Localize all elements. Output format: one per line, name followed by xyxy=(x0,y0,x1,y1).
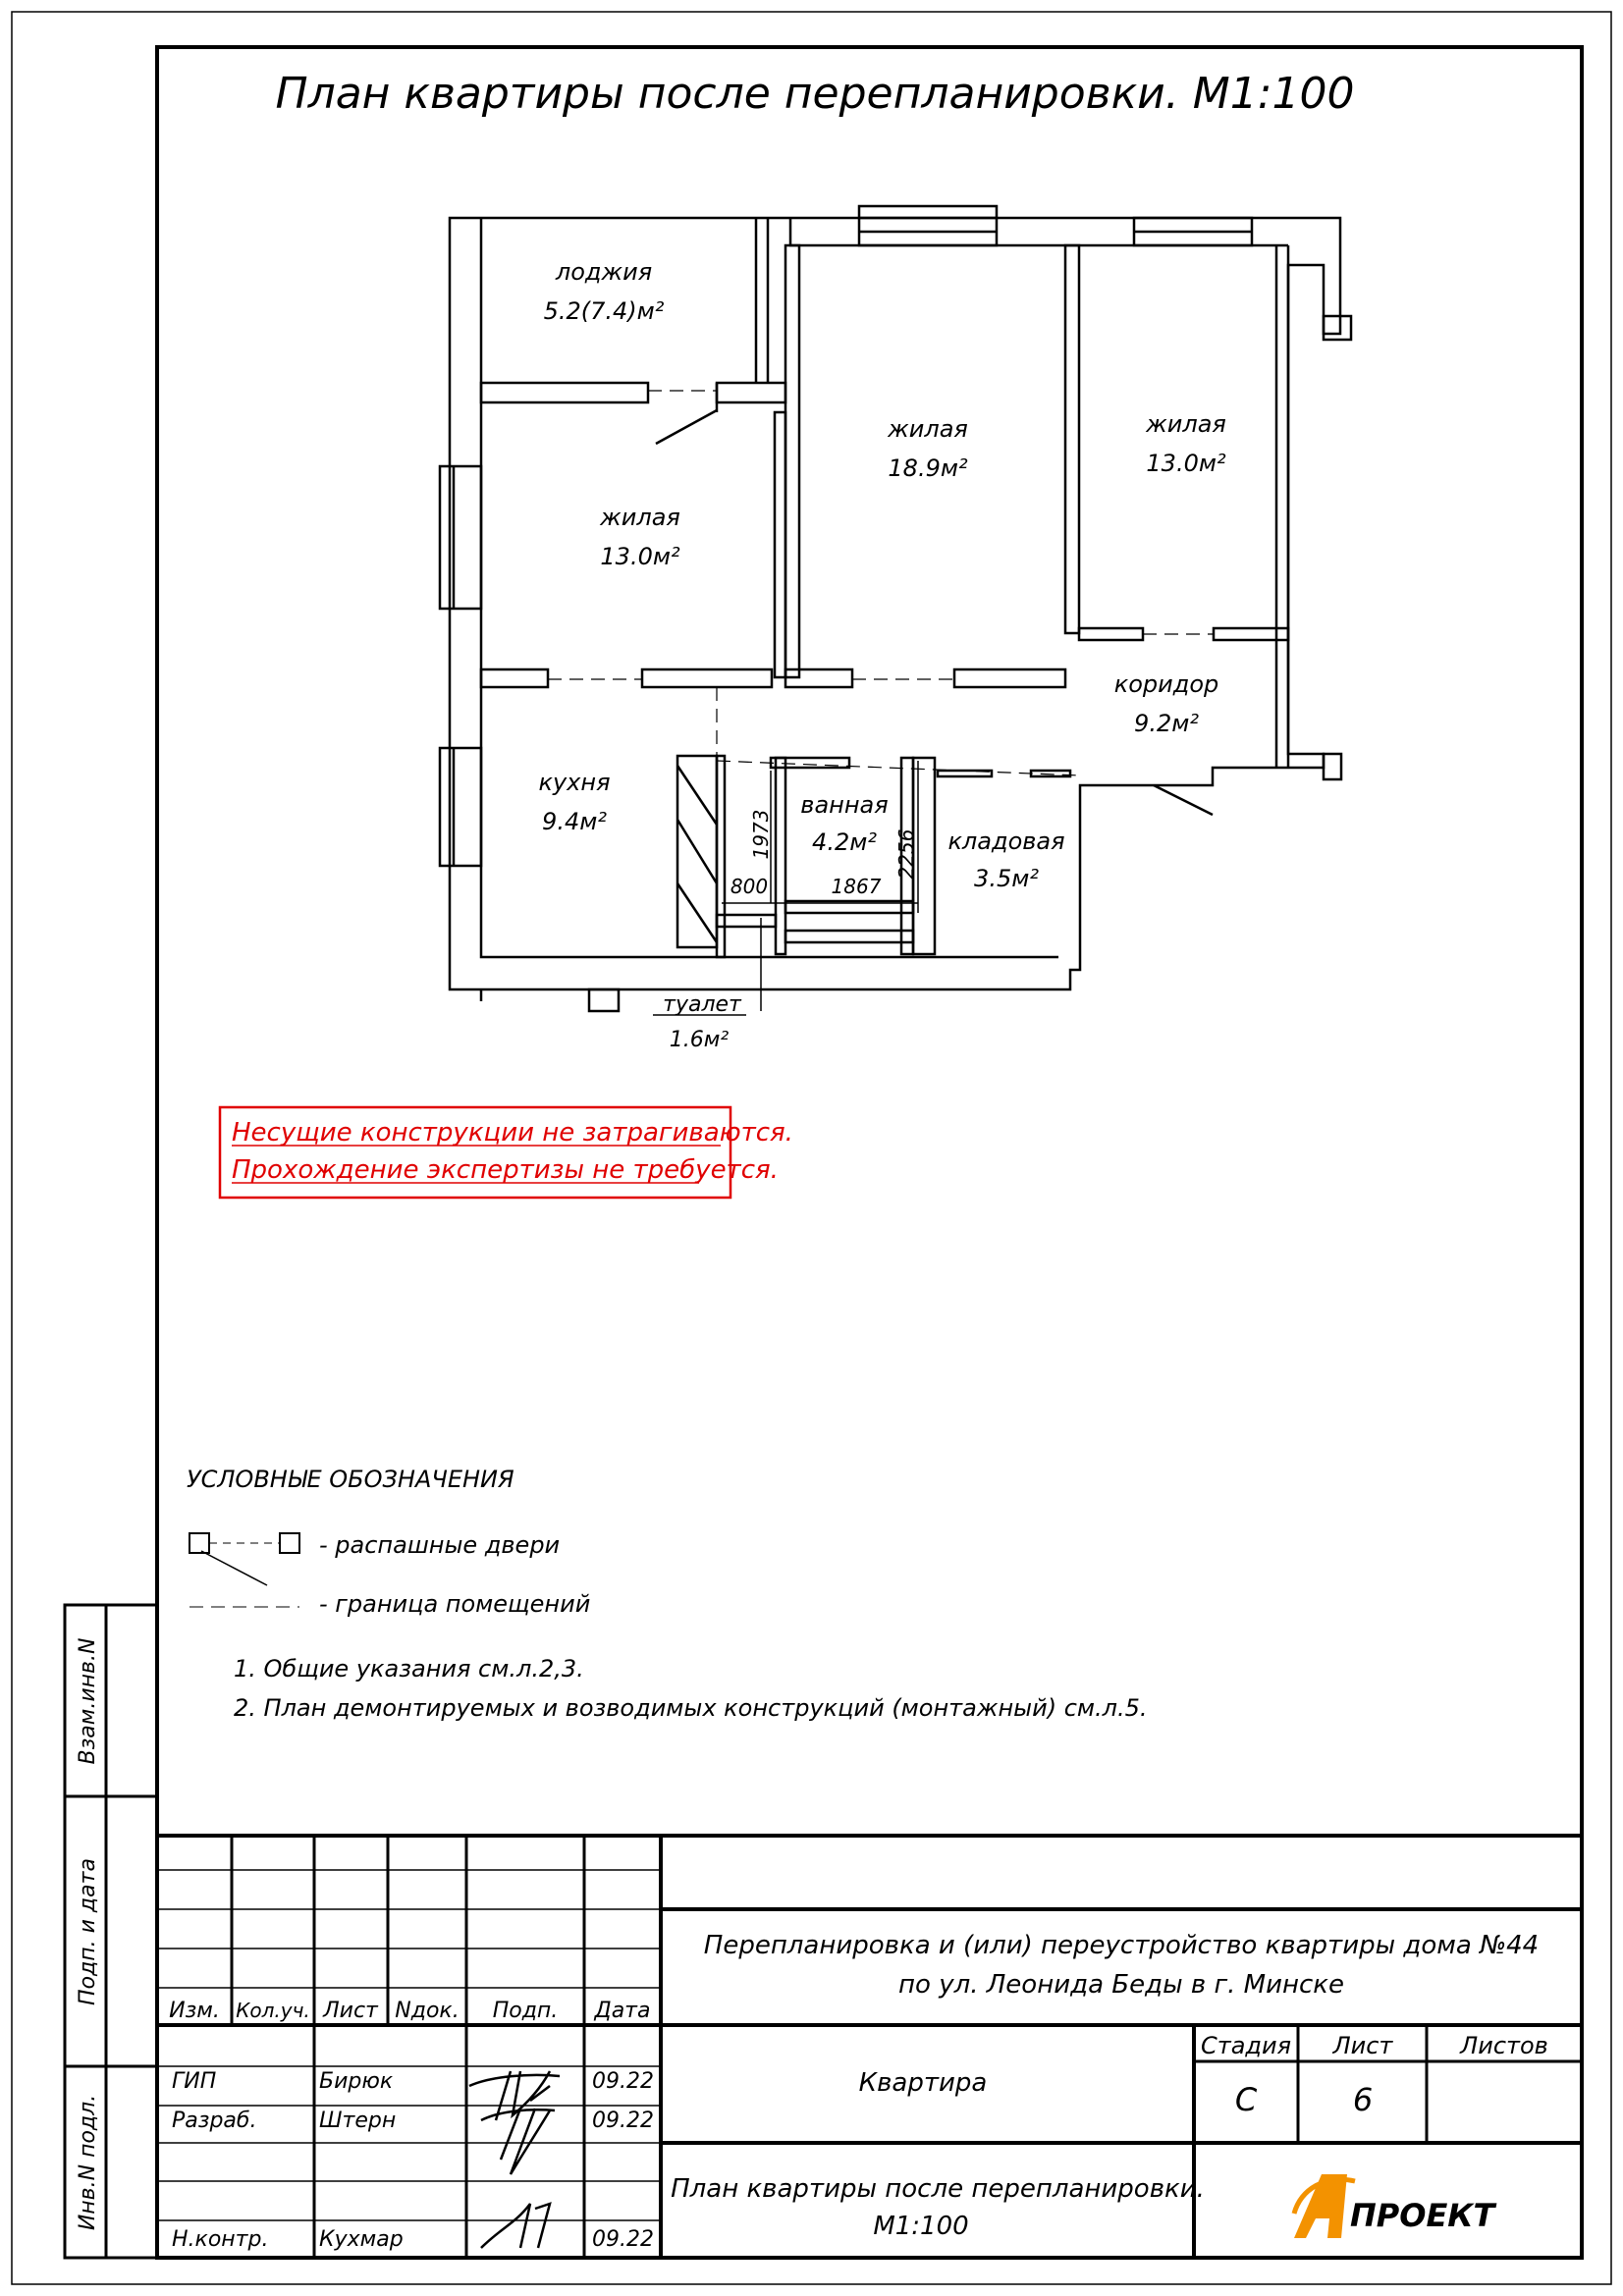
legend-doors: - распашные двери xyxy=(319,1531,561,1559)
project-line-2: по ул. Леонида Беды в г. Минске xyxy=(898,1970,1344,2000)
room-area: 13.0м² xyxy=(1146,450,1226,477)
tb-header-list: Лист xyxy=(323,1999,378,2023)
room-name: жилая xyxy=(888,415,968,443)
room-area: 4.2м² xyxy=(812,828,877,856)
staff-date: 09.22 xyxy=(592,2109,654,2133)
notice-line-1: Несущие конструкции не затрагиваются. xyxy=(232,1118,793,1148)
room-labels xyxy=(538,258,1225,1052)
room-name: ванная xyxy=(800,791,889,819)
door-symbol-icon xyxy=(189,1533,209,1553)
tb-header-data: Дата xyxy=(594,1999,651,2023)
room-area: 9.4м² xyxy=(542,808,607,835)
drawing-frame xyxy=(157,47,1582,2258)
stage-label: Стадия xyxy=(1200,2032,1292,2059)
notice-line-2: Прохождение экспертизы не требуется. xyxy=(232,1155,779,1185)
sheet-value: 6 xyxy=(1352,2081,1374,2118)
room-name: коридор xyxy=(1113,670,1219,698)
side-stamp-inv: Инв.N подл. xyxy=(76,2094,100,2231)
staff-name: Бирюк xyxy=(319,2069,394,2094)
room-area: 1.6м² xyxy=(669,1028,730,1052)
sheets-label: Листов xyxy=(1460,2032,1548,2059)
stage-value: С xyxy=(1234,2081,1258,2118)
side-stamp-vzam: Взам.инв.N xyxy=(76,1637,100,1765)
project-line-1: Перепланировка и (или) переустройство квартиры дома №44 xyxy=(703,1931,1540,1960)
sheet-title-line-1: План квартиры после перепланировки. xyxy=(671,2174,1205,2204)
tb-header-ndok: Nдок. xyxy=(395,1999,460,2023)
room-name: жилая xyxy=(600,504,680,531)
room-name: кухня xyxy=(538,769,611,796)
dim-2256: 2256 xyxy=(894,828,918,880)
window-top-1 xyxy=(859,206,997,245)
tb-header-podp: Подп. xyxy=(492,1999,559,2023)
room-name: кладовая xyxy=(947,828,1065,855)
note-1: 1. Общие указания см.л.2,3. xyxy=(234,1655,584,1682)
note-2: 2. План демонтируемых и возводимых конструкций (монтажный) см.л.5. xyxy=(234,1694,1148,1722)
window-left-1 xyxy=(440,466,481,609)
sheet-label: Лист xyxy=(1332,2032,1393,2059)
sheet-title-line-2: М1:100 xyxy=(873,2212,969,2241)
room-area: 5.2(7.4)м² xyxy=(543,297,665,325)
logo-text: ПРОЕКТ xyxy=(1350,2197,1495,2234)
room-name: жилая xyxy=(1146,410,1226,438)
tb-header-kol: Кол.уч. xyxy=(236,1999,310,2022)
dim-800: 800 xyxy=(730,875,769,898)
room-area: 13.0м² xyxy=(600,543,680,570)
staff-date: 09.22 xyxy=(592,2227,654,2252)
room-name: лоджия xyxy=(555,258,653,286)
signature-icon xyxy=(469,2071,560,2248)
staff-role: ГИП xyxy=(172,2069,217,2094)
company-logo xyxy=(1294,2174,1496,2238)
staff-name: Кухмар xyxy=(319,2227,404,2252)
room-area: 3.5м² xyxy=(974,865,1039,892)
staff-role: Н.контр. xyxy=(172,2227,269,2252)
staff-date: 09.22 xyxy=(592,2069,654,2094)
tb-header-izm: Изм. xyxy=(169,1999,220,2023)
legend-title: УСЛОВНЫЕ ОБОЗНАЧЕНИЯ xyxy=(187,1466,514,1493)
notice-box xyxy=(220,1107,793,1198)
side-stamp-podp: Подп. и дата xyxy=(76,1858,100,2005)
object-name: Квартира xyxy=(858,2068,988,2098)
staff-role: Разраб. xyxy=(172,2109,257,2133)
legend xyxy=(187,1466,590,1618)
room-area: 9.2м² xyxy=(1134,710,1199,737)
window-left-2 xyxy=(440,748,481,866)
dim-1867: 1867 xyxy=(831,875,882,898)
sheet-title: План квартиры после перепланировки. М1:100 xyxy=(275,69,1355,119)
loggia-wall-left xyxy=(481,383,648,402)
staff-name: Штерн xyxy=(319,2109,397,2133)
floor-plan xyxy=(440,206,1351,1011)
dim-1973: 1973 xyxy=(749,809,773,860)
room-area: 18.9м² xyxy=(888,454,968,482)
legend-boundary: - граница помещений xyxy=(319,1590,591,1618)
room-name: туалет xyxy=(663,992,741,1017)
